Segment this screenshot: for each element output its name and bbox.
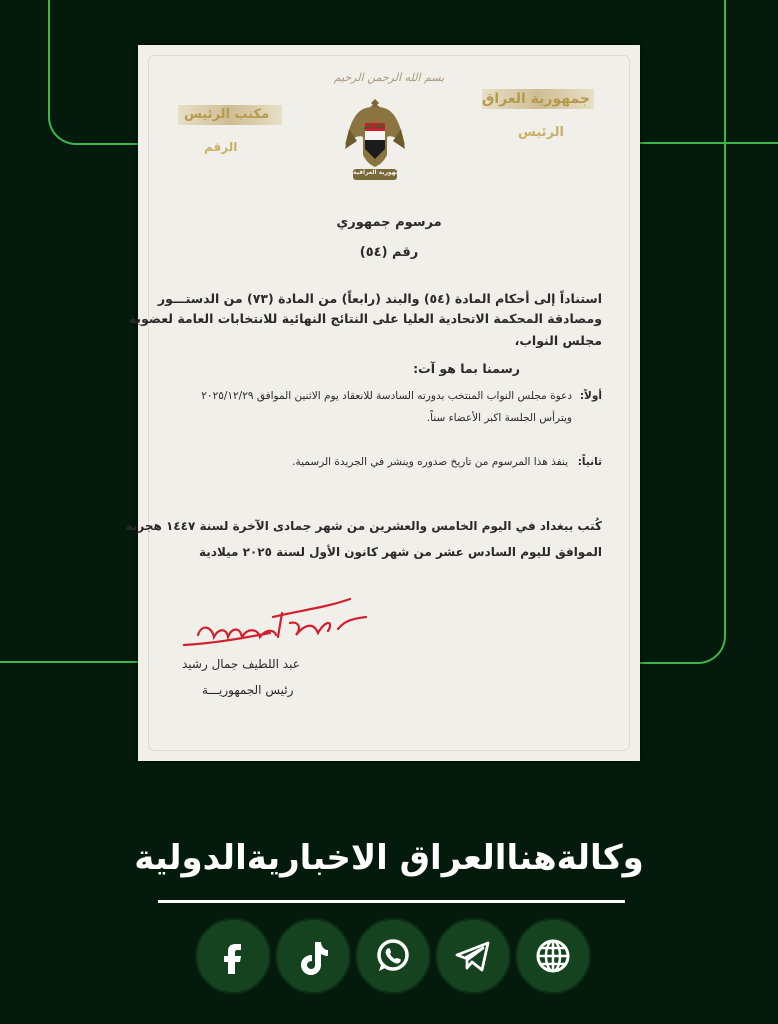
header-left-line2: الرقم	[204, 140, 238, 154]
frame-line-mid-right	[640, 142, 778, 144]
telegram-icon[interactable]	[435, 918, 511, 994]
preamble-line-1: استناداً إلى أحكام المادة (٥٤) والبند (رابعاً) من المادة (٧٣) من الدستـــور	[157, 291, 602, 306]
decree-number: رقم (٥٤)	[359, 245, 419, 260]
article-second-line-1: ينفذ هذا المرسوم من تاريخ صدوره وينشر في الجريدة الرسمية.	[292, 456, 568, 468]
article-second-label: ثانياً:	[577, 456, 602, 468]
agency-name: وكالةهناالعراق الاخباريةالدولية	[134, 838, 644, 878]
emblem-caption: الجمهورية العراقية	[353, 169, 409, 176]
decree-statement: رسمنا بما هو آت:	[413, 361, 520, 376]
facebook-icon[interactable]	[195, 918, 271, 994]
frame-line-bottom-left	[0, 661, 138, 663]
decree-title: مرسوم جمهوري	[336, 215, 442, 230]
signer-name: عبد اللطيف جمال رشيد	[182, 657, 300, 671]
frame-line-right	[640, 0, 726, 664]
preamble-line-3: مجلس النواب،	[514, 333, 602, 348]
whatsapp-icon[interactable]	[355, 918, 431, 994]
agency-underline	[158, 900, 625, 903]
header-right-line2: الرئيس	[518, 125, 564, 140]
globe-icon[interactable]	[515, 918, 591, 994]
article-first-line-1: دعوة مجلس النواب المنتخب بدورته السادسة للانعقاد يوم الاثنين الموافق ٢٠٢٥/١٢/٢٩	[201, 390, 572, 402]
social-icons-row	[195, 918, 590, 990]
article-first-label: أولاً:	[579, 390, 602, 402]
frame-line-top-left	[48, 0, 140, 145]
written-date-line-1: كُتب ببغداد في اليوم الخامس والعشرين من شهر جمادى الآخرة لسنة ١٤٤٧ هجرية	[125, 519, 602, 533]
decree-document	[125, 45, 640, 761]
preamble-line-2: ومصادقة المحكمة الاتحادية العليا على النتائج النهائية للانتخابات العامة لعضوية	[128, 311, 602, 326]
article-first-line-2: ويترأس الجلسة اكبر الأعضاء سناً.	[426, 412, 572, 424]
header-left-line1: مكتب الرئيس	[184, 107, 270, 122]
tiktok-icon[interactable]	[275, 918, 351, 994]
signer-title: رئيس الجمهوريـــة	[202, 683, 294, 697]
emblem-motto: الله اكبر	[363, 124, 384, 130]
header-right-line1: جمهورية العراق	[481, 91, 590, 107]
basmala: بسم الله الرحمن الرحيم	[333, 71, 445, 84]
written-date-line-2: الموافق لليوم السادس عشر من شهر كانون الأول لسنة ٢٠٢٥ ميلادية	[199, 545, 602, 559]
